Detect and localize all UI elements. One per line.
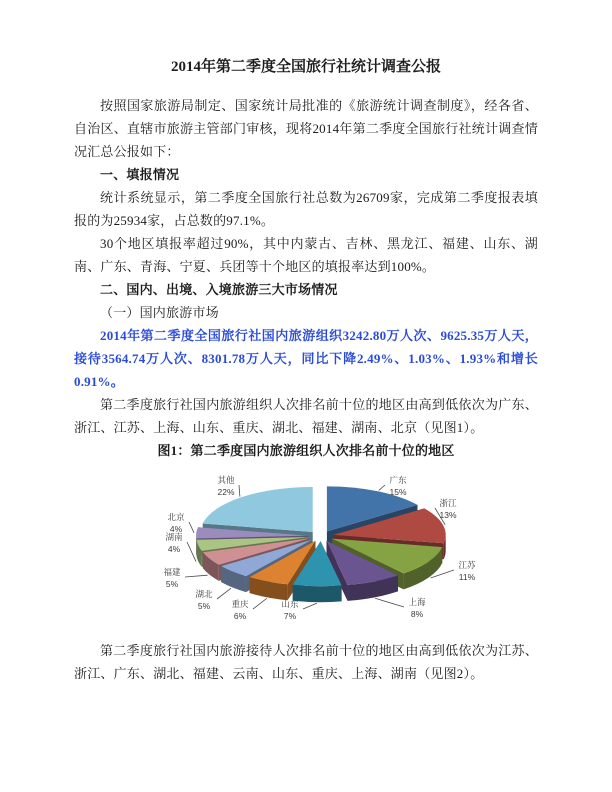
- pie-slice-name-label: 福建: [163, 567, 181, 577]
- pie-slice-name-label: 北京: [167, 512, 185, 522]
- pie-slice-percent-label: 7%: [283, 611, 297, 621]
- pie-label-leader-line: [187, 542, 196, 562]
- section2-subheading: （一）国内旅游市场: [100, 305, 219, 320]
- section2-heading: 二、国内、出境、入境旅游三大市场情况: [100, 282, 338, 297]
- receive-ranking-paragraph: 第二季度旅行社国内旅游接待人次排名前十位的地区由高到低依次为江苏、浙江、广东、湖北、福建、云南、山东、重庆、上海、湖南（见图2）。: [74, 643, 538, 681]
- pie-slice-name-label: 其他: [217, 475, 235, 485]
- pie-slice-name-label: 江苏: [458, 560, 476, 570]
- pie-label-leader-line: [185, 575, 208, 577]
- pie-label-leader-line: [253, 598, 267, 609]
- pie-label-leader-line: [239, 485, 240, 497]
- pie-slice-name-label: 湖南: [165, 532, 183, 542]
- pie-slice-name-label: 上海: [408, 597, 426, 607]
- pie-slice-percent-label: 4%: [167, 544, 181, 554]
- pie-slice-percent-label: 6%: [233, 611, 247, 621]
- pie-slice-name-label: 重庆: [231, 599, 249, 609]
- organize-ranking-paragraph: 第二季度旅行社国内旅游组织人次排名前十位的地区由高到低依次为广东、浙江、江苏、上海、山东、重庆、湖北、福建、湖南、北京（见图1）。: [74, 397, 538, 435]
- pie-label-leader-line: [375, 598, 404, 607]
- pie-slice-name-label: 湖北: [195, 589, 213, 599]
- figure1-caption: 图1：第二季度国内旅游组织人次排名前十位的地区: [157, 443, 455, 458]
- figure1-pie-chart: [120, 462, 520, 639]
- pie-slice-name-label: 山东: [281, 599, 299, 609]
- pie-label-leader-line: [189, 522, 194, 533]
- pie-slice-percent-label: 22%: [217, 487, 235, 497]
- pie-slice-name-label: 广东: [389, 475, 407, 485]
- pie-slice-percent-label: 8%: [410, 609, 424, 619]
- pie-label-leader-line: [379, 485, 385, 490]
- pie-label-leader-line: [303, 603, 317, 609]
- pie-slice-percent-label: 5%: [197, 601, 211, 611]
- intro-paragraph: 按照国家旅游局制定、国家统计局批准的《旅游统计调查制度》，经各省、自治区、直辖市旅游主管部门审核，现将2014年第二季度全国旅行社统计调查情况汇总公报如下：: [74, 98, 538, 159]
- filing-stats-paragraph: 统计系统显示，第二季度全国旅行社总数为26709家，完成第二季度报表填报的为25934家，占总数的97.1%。: [74, 190, 538, 228]
- pie-slice-name-label: 浙江: [439, 498, 457, 508]
- document-title: 2014年第二季度全国旅行社统计调查公报: [170, 59, 441, 75]
- highlight-paragraph: 2014年第二季度全国旅行社国内旅游组织3242.80万人次、9625.35万人天，接待3564.74万人次、8301.78万人天，同比下降2.49%、1.03%、1.93%和增长0.91%。: [74, 328, 538, 389]
- pie-slice-percent-label: 11%: [458, 572, 476, 582]
- pie-slice-percent-label: 15%: [389, 487, 407, 497]
- pie-slice-percent-label: 13%: [439, 510, 457, 520]
- pie-slice-percent-label: 5%: [165, 579, 179, 589]
- pie-slice-percent-label: 4%: [169, 524, 183, 534]
- section1-heading: 一、填报情况: [100, 167, 180, 182]
- pie-label-leader-line: [217, 588, 231, 599]
- filing-rate-paragraph: 30个地区填报率超过90%，其中内蒙古、吉林、黑龙江、福建、山东、湖南、广东、青海、宁夏、兵团等十个地区的填报率达到100%。: [74, 236, 538, 274]
- figure1-pie-svg: [120, 462, 520, 639]
